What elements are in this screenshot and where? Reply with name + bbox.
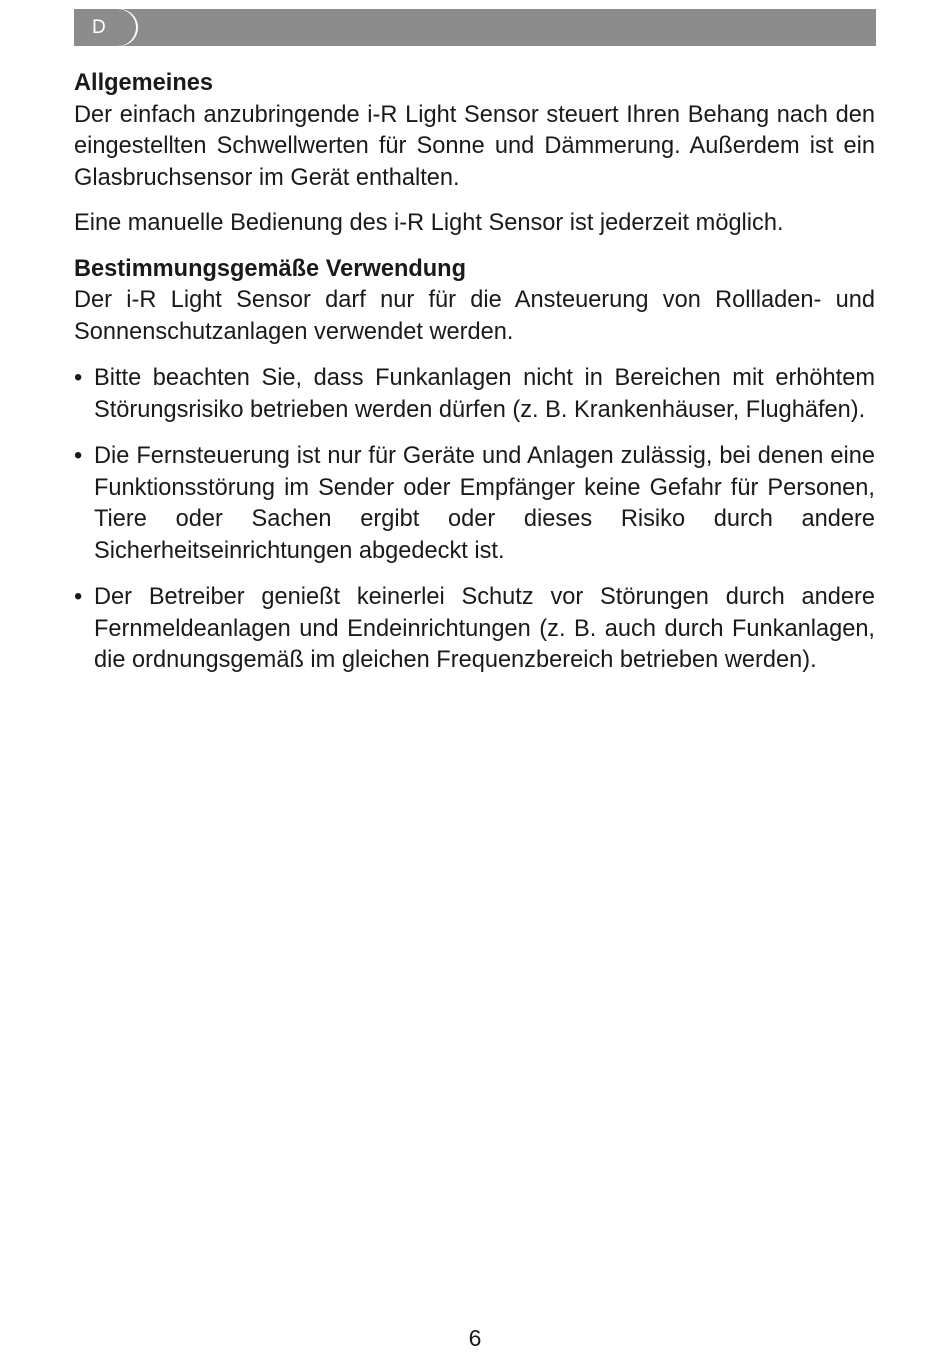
list-item-text: Bitte beachten Sie, dass Funkanlagen nicht in Bereichen mit erhöhtem Störungsrisiko betrieben werden dürfen (z. B. Krankenhäuser, Flughäfen). [94, 365, 875, 423]
language-tab-label: D [92, 17, 106, 38]
bullet-icon: • [74, 584, 83, 610]
section-heading-general: Allgemeines [74, 70, 213, 96]
language-tab [74, 9, 136, 46]
intended-use-paragraph: Der i-R Light Sensor darf nur für die Ansteuerung von Rollladen- und Sonnenschutzanlagen verwendet werden. [74, 287, 875, 345]
general-paragraph-2: Eine manuelle Bedienung des i-R Light Sensor ist jederzeit möglich. [74, 210, 784, 236]
bullet-list [74, 363, 875, 677]
header-bar [74, 9, 876, 46]
list-item [74, 441, 875, 567]
list-item-text: Der Betreiber genießt keinerlei Schutz vor Störungen durch andere Fernmeldeanlagen und Endeinrichtungen (z. B. auch durch Funkanlagen, die ordnungsgemäß im gleichen Frequenzbereich betrieben werden). [94, 584, 875, 673]
list-item-text: Die Fernsteuerung ist nur für Geräte und Anlagen zulässig, bei denen eine Funktionsstörung im Sender oder Empfänger keine Gefahr für Personen, Tiere oder Sachen ergibt oder dieses Risiko durch andere Sicherheitseinrichtungen abgedeckt ist. [94, 443, 875, 564]
page-number: 6 [468, 1325, 482, 1351]
section-heading-intended-use: Bestimmungsgemäße Verwendung [74, 255, 467, 282]
bullet-icon: • [74, 443, 83, 469]
list-item [74, 363, 875, 426]
bullet-icon: • [74, 365, 83, 391]
document-body [74, 68, 875, 677]
general-paragraph-1: Der einfach anzubringende i-R Light Sensor steuert Ihren Behang nach den eingestellten Schwellwerten für Sonne und Dämmerung. Außerdem ist ein Glasbruchsensor im Gerät enthalten. [74, 101, 875, 191]
list-item [74, 582, 875, 677]
